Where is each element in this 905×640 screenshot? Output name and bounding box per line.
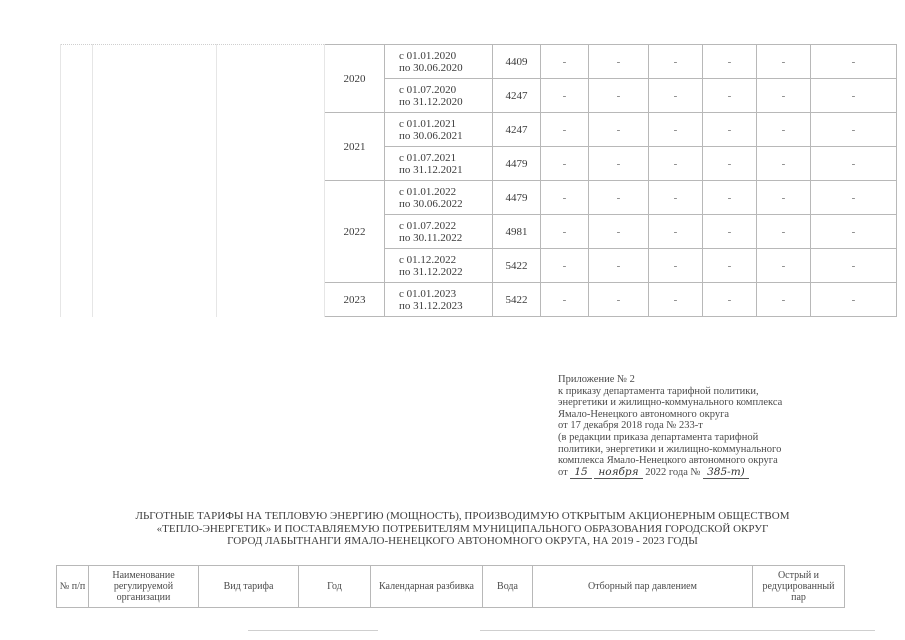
dash-cell: -: [589, 249, 649, 283]
footer-line: [480, 630, 875, 631]
header-number: № п/п: [57, 566, 89, 608]
period-cell: [385, 45, 493, 79]
header-water: Вода: [483, 566, 533, 608]
dash-cell: -: [757, 249, 811, 283]
dash-cell: -: [811, 79, 897, 113]
title-line: ГОРОД ЛАБЫТНАНГИ ЯМАЛО-НЕНЕЦКОГО АВТОНОМНОГО ОКРУГА, НА 2019 - 2023 ГОДЫ: [227, 535, 698, 547]
dash-cell: -: [649, 45, 703, 79]
year-cell: 2021: [325, 113, 385, 181]
water-value-cell: 4409: [493, 45, 541, 79]
blank-cell: [93, 45, 217, 317]
header-year: Год: [299, 566, 371, 608]
dash-cell: -: [541, 79, 589, 113]
dash-cell: -: [541, 249, 589, 283]
dash-cell: -: [649, 113, 703, 147]
dash-cell: -: [649, 79, 703, 113]
water-value-cell: 5422: [493, 249, 541, 283]
period-cell: [385, 147, 493, 181]
period-from: с 01.01.2020: [399, 49, 457, 62]
dash-cell: -: [589, 283, 649, 317]
dash-cell: -: [541, 215, 589, 249]
water-value-cell: 4247: [493, 79, 541, 113]
dash-cell: -: [649, 249, 703, 283]
period-to: по 31.12.2020: [399, 95, 463, 108]
water-value-cell: 4479: [493, 181, 541, 215]
handwritten-number: 385-т): [703, 467, 749, 480]
dash-cell: -: [589, 181, 649, 215]
header-steam: Отборный пар давлением: [533, 566, 753, 608]
appendix-line: комплекса Ямало-Ненецкого автономного округа: [558, 455, 778, 467]
header-organization: Наименование регулируемой организации: [89, 566, 199, 608]
appendix-prefix: от: [558, 466, 568, 478]
dash-cell: -: [703, 283, 757, 317]
dash-cell: -: [703, 147, 757, 181]
period-from: с 01.01.2021: [399, 117, 457, 130]
dash-cell: -: [811, 249, 897, 283]
dash-cell: -: [811, 181, 897, 215]
period-cell: [385, 215, 493, 249]
period-from: с 01.12.2022: [399, 253, 457, 266]
header-calendar: Календарная разбивка: [371, 566, 483, 608]
header-sharp-steam: Острый и редуцированный пар: [753, 566, 845, 608]
dash-cell: -: [703, 113, 757, 147]
period-from: с 01.07.2020: [399, 83, 457, 96]
tariff-table-continuation: [60, 44, 897, 317]
period-cell: [385, 249, 493, 283]
appendix-line: к приказу департамента тарифной политики,: [558, 385, 759, 397]
period-to: по 30.06.2022: [399, 197, 463, 210]
title-line: ЛЬГОТНЫЕ ТАРИФЫ НА ТЕПЛОВУЮ ЭНЕРГИЮ (МОЩНОСТЬ), ПРОИЗВОДИМУЮ ОТКРЫТЫМ АКЦИОНЕРНЫМ ОБЩЕСТВОМ: [135, 510, 790, 522]
appendix-year: 2022 года №: [645, 466, 701, 478]
dash-cell: -: [541, 45, 589, 79]
table-row: [61, 45, 897, 79]
dash-cell: -: [589, 215, 649, 249]
dash-cell: -: [811, 283, 897, 317]
appendix-line: Приложение № 2: [558, 374, 635, 385]
water-value-cell: 5422: [493, 283, 541, 317]
dash-cell: -: [589, 113, 649, 147]
dash-cell: -: [649, 181, 703, 215]
dash-cell: -: [589, 147, 649, 181]
blank-cell: [217, 45, 325, 317]
handwritten-day: 15: [570, 467, 591, 480]
dash-cell: -: [703, 215, 757, 249]
period-cell: [385, 181, 493, 215]
appendix-line: политики, энергетики и жилищно-коммунального: [558, 443, 782, 455]
blank-cell: [61, 45, 93, 317]
period-from: с 01.07.2022: [399, 219, 457, 232]
dash-cell: -: [811, 215, 897, 249]
period-cell: [385, 283, 493, 317]
period-from: с 01.01.2022: [399, 185, 457, 198]
period-to: по 30.06.2021: [399, 129, 463, 142]
appendix-signature-line: [558, 467, 858, 480]
dash-cell: -: [649, 215, 703, 249]
dash-cell: -: [757, 215, 811, 249]
header-tariff-type: Вид тарифа: [199, 566, 299, 608]
water-value-cell: 4981: [493, 215, 541, 249]
handwritten-month: ноября: [594, 467, 642, 480]
dash-cell: -: [541, 181, 589, 215]
dash-cell: -: [541, 147, 589, 181]
period-from: с 01.01.2023: [399, 287, 457, 300]
water-value-cell: 4479: [493, 147, 541, 181]
dash-cell: -: [757, 45, 811, 79]
period-to: по 31.12.2022: [399, 265, 463, 278]
year-cell: 2022: [325, 181, 385, 283]
dash-cell: -: [589, 45, 649, 79]
dash-cell: -: [811, 147, 897, 181]
period-from: с 01.07.2021: [399, 151, 457, 164]
dash-cell: -: [589, 79, 649, 113]
dash-cell: -: [811, 113, 897, 147]
period-to: по 31.12.2021: [399, 163, 463, 176]
appendix-block: [558, 374, 858, 479]
period-to: по 30.11.2022: [399, 231, 463, 244]
period-cell: [385, 79, 493, 113]
dash-cell: -: [757, 283, 811, 317]
dash-cell: -: [703, 45, 757, 79]
dash-cell: -: [703, 79, 757, 113]
document-title: [40, 510, 885, 548]
dash-cell: -: [703, 249, 757, 283]
dash-cell: -: [757, 147, 811, 181]
dash-cell: -: [757, 181, 811, 215]
water-value-cell: 4247: [493, 113, 541, 147]
dash-cell: -: [649, 283, 703, 317]
title-line: «ТЕПЛО-ЭНЕРГЕТИК» И ПОСТАВЛЯЕМУЮ ПОТРЕБИТЕЛЯМ МУНИЦИПАЛЬНОГО ОБРАЗОВАНИЯ ГОРОДСКОЙ ОКРУГ: [156, 522, 769, 535]
table-header: [56, 565, 845, 608]
dash-cell: -: [541, 283, 589, 317]
dash-cell: -: [757, 79, 811, 113]
appendix-line: от 17 декабря 2018 года № 233-т: [558, 420, 703, 432]
period-to: по 30.06.2020: [399, 61, 463, 74]
appendix-line: Ямало-Ненецкого автономного округа: [558, 408, 730, 420]
dash-cell: -: [811, 45, 897, 79]
dash-cell: -: [703, 181, 757, 215]
period-to: по 31.12.2023: [399, 299, 463, 312]
appendix-line: энергетики и жилищно-коммунального комплекса: [558, 397, 783, 409]
year-cell: 2023: [325, 283, 385, 317]
dash-cell: -: [757, 113, 811, 147]
appendix-line: (в редакции приказа департамента тарифной: [558, 431, 759, 443]
period-cell: [385, 113, 493, 147]
year-cell: 2020: [325, 45, 385, 113]
dash-cell: -: [649, 147, 703, 181]
footer-line: [248, 630, 378, 631]
dash-cell: -: [541, 113, 589, 147]
